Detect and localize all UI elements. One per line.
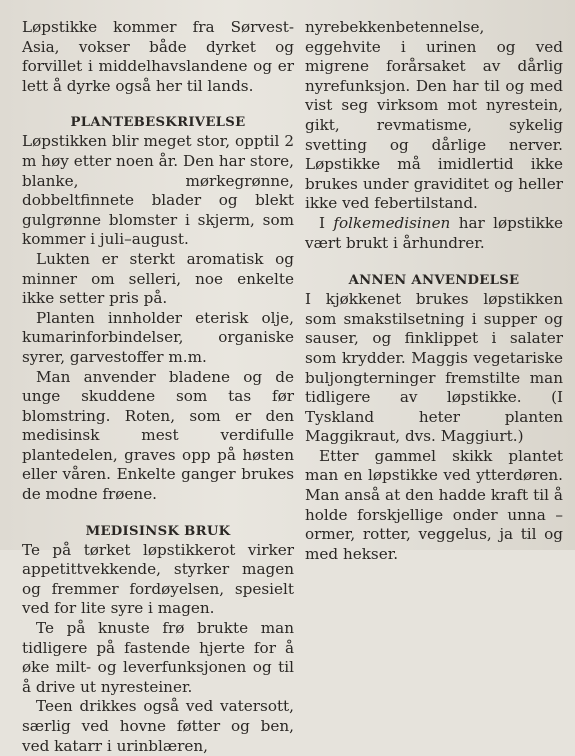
intro-paragraph: Løpstikke kommer fra Sørvest-Asia, vokser både dyrket og forvillet i middelhavslandene og er lett å dyrke også her til lands. [22, 18, 294, 95]
folk-suffix: har løpstikke vært brukt i århundrer. [305, 213, 564, 252]
folk-prefix: I [319, 213, 334, 232]
continuation-paragraph: nyrebekkenbetennelse, eggehvite i urinen og ved migrene forårsaket av dårlig nyrefunksjon. Den har til og med vist seg virksom mot nyrestein, gikt, revmatisme, sykelig svetting og dårlige nerver. Løpstikke må imidlertid ikke brukes under graviditet og heller ikke ved febertilstand. [305, 18, 563, 213]
medical-paragraph-1: Te på tørket løpstikkerot virker appetittvekkende, styrker magen og fremmer fordøyelsen, spesielt ved for lite syre i magen. [22, 540, 294, 618]
folk-term: folkemedisinen [333, 213, 451, 232]
other-paragraph-1: I kjøkkenet brukes løpstikken som smakstilsetning i supper og sauser, og finklippet i salater som krydder. Maggis vegetariske buljongterninger fremstilte man tidligere av løpstikke. (I Tyskland heter planten Maggikraut, dvs. Maggiurt.) [305, 290, 563, 446]
plant-paragraph-2: Lukten er sterkt aromatisk og minner om selleri, noe enkelte ikke setter pris på. [22, 249, 294, 308]
folk-medicine-paragraph [305, 214, 563, 253]
other-paragraph-2: Etter gammel skikk plantet man en løpstikke ved ytterdøren. Man anså at den hadde kraft til å holde forskjellige onder unna – ormer, rotter, veggelus, ja til og med hekser. [305, 446, 563, 563]
medical-paragraph-3: Teen drikkes også ved vatersott, særlig ved hovne føtter og ben, ved katarr i urinblæren, [22, 697, 294, 755]
other-use-heading: ANNEN ANVENDELSE [348, 273, 520, 289]
medical-paragraph-2: Te på knuste frø brukte man tidligere på fastende hjerte for å øke milt- og leverfunksjonen og til å drive ut nyresteiner. [22, 619, 294, 696]
plant-paragraph-4: Man anvender bladene og de unge skuddene som tas før blomstring. Roten, som er den medisinsk mest verdifulle plantedelen, graves opp på høsten eller våren. Enkelte ganger brukes de modne frøene. [22, 367, 294, 504]
plant-description-heading: PLANTEBESKRIVELSE [70, 115, 246, 131]
right-column [305, 18, 563, 564]
medical-use-heading: MEDISINSK BRUK [85, 523, 231, 539]
plant-paragraph-3: Planten innholder eterisk olje, kumarinforbindelser, organiske syrer, garvestoffer m.m. [22, 308, 294, 366]
left-column [22, 18, 294, 756]
plant-paragraph-1: Løpstikken blir meget stor, opptil 2 m høy etter noen år. Den har store, blanke, mørkegrønne, dobbeltfinnete blader og blekt gulgrønne blomster i skjerm, som kommer i juli–august. [22, 132, 294, 249]
